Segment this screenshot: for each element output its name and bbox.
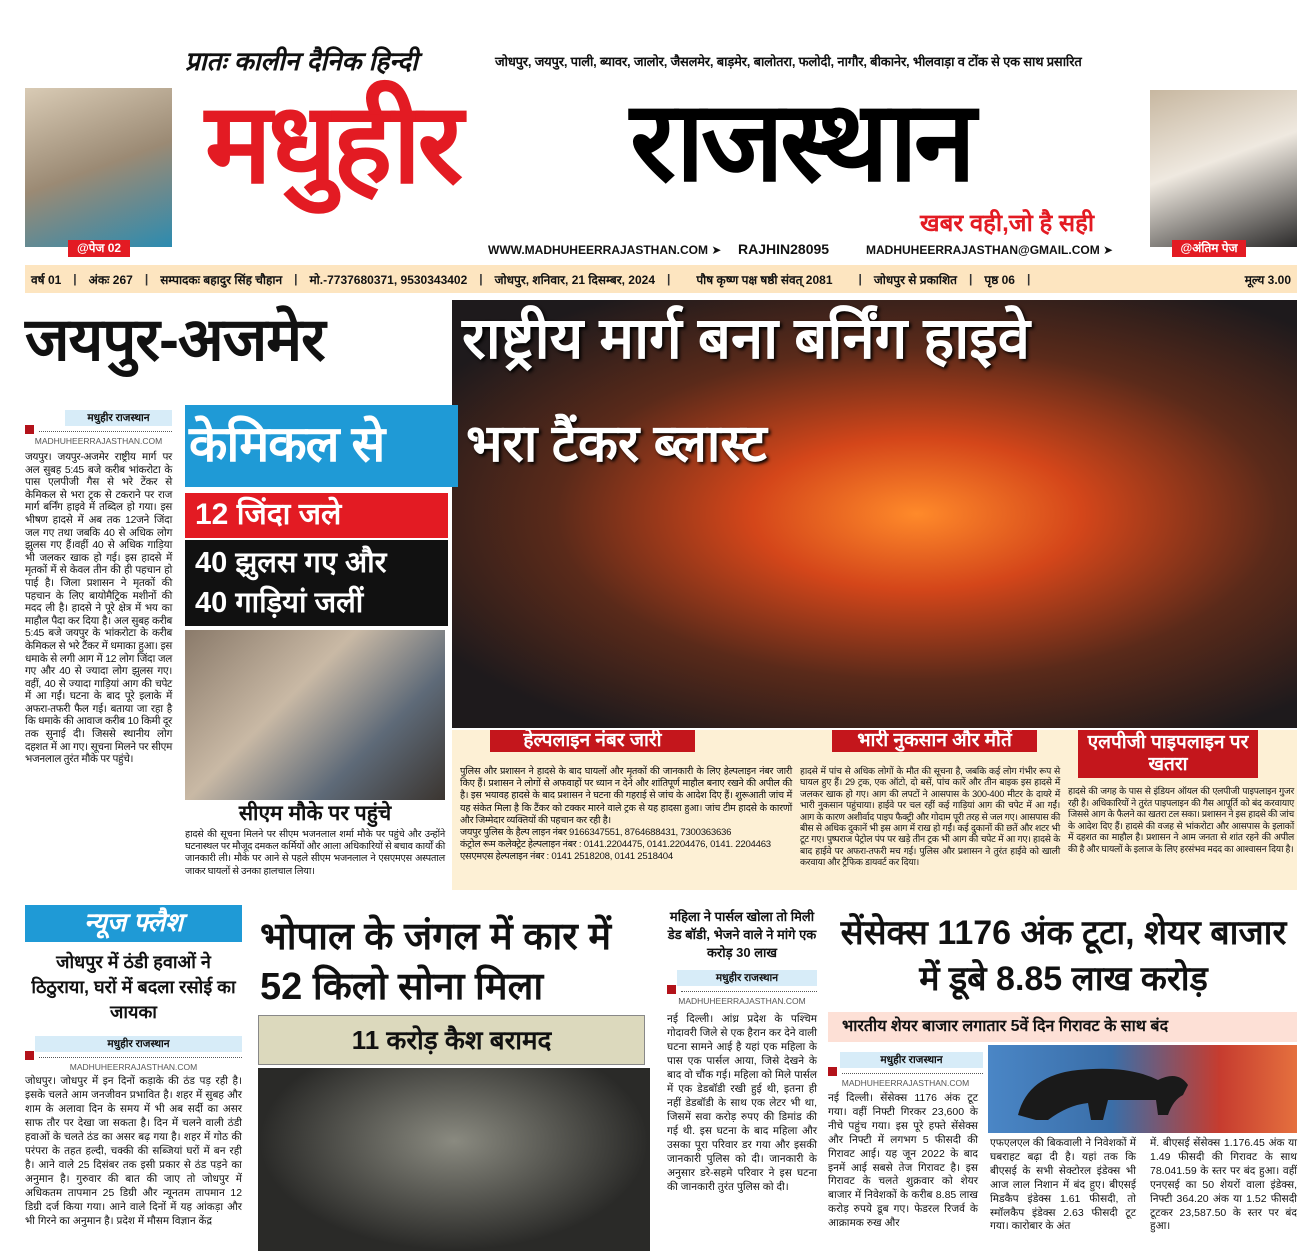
byline-url[interactable]: MADHUHEERRAJASTHAN.COM — [34, 436, 163, 446]
byline-url[interactable]: MADHUHEERRAJASTHAN.COM — [841, 1078, 970, 1088]
helpline-line: जयपुर पुलिस के हैल्प लाइन नंबर 9166347551, 8764688431, 7300363636 — [460, 827, 732, 839]
logo-madhuheer: मधुहीर — [205, 81, 460, 206]
byline — [828, 1052, 983, 1088]
red-box: 12 जिंदा जले — [185, 493, 448, 538]
pipeline-heading: एलपीजी पाइपलाइन पर खतरा — [1078, 730, 1258, 778]
left-masthead-photo[interactable] — [25, 88, 172, 247]
headline-right: राष्ट्रीय मार्ग बना बर्निंग हाइवे — [462, 306, 1030, 371]
bear-market-image[interactable] — [988, 1045, 1297, 1133]
helpline-text: पुलिस और प्रशासन ने हादसे के बाद घायलों और मृतकों की जानकारी के लिए हेल्पलाइन नंबर जारी किए हैं। प्रशासन ने लोगों से अफवाहों पर ध्यान न देने और शांतिपूर्ण माहौल बनाए रखने की अपील की है। इस भयावह हादसे के बाद प्रशासन ने घटना की गहराई से जांच के आदेश दिए हैं। शुरूआती जांच में यह संकेत मिला है कि टैंकर को टक्कर मारने वाले ट्रक से यह हादसा हुआ। जांच टीम हादसे के कारणों और जिम्मेदार व्यक्तियों की पहचान कर रही है। — [460, 766, 792, 826]
lead-body: जयपुर। जयपुर-अजमेर राष्ट्रीय मार्ग पर अल सुबह 5:45 बजे करीब भांकरोटा के पास एलपीजी गैस से भरे टेंकर से केमिकल से भरा ट्रक से टकराने पर राज मार्ग बर्निंग हाइवे में तब्दिल हो गया। इस भीषण हादसे में अब तक 12जने जिंदा जल गए तथा जबकि 40 से अधिक लोग झुलस गए हैं।वहीं 40 से अधिक गाड़िया भी जलकर खाक हो गई। इस हादसे में मृतकों में से केवल तीन की ही पहचान हो पाई है। जिला प्रशासन ने मृतकों की पहचान के लिए बायोमैट्रिक मशीनों की मदद ली है। हादसे ने पूरे क्षेत्र में भय का माहौल पैदा कर दिया है। अल सुबह करीब 5:45 बजे जयपुर के भांकरोटा के करीब केमिकल से भरे टैंकर में धमाका हुआ। इस धमाके से लगी आग में 12 लोग जिंदा जल गए और 40 से ज्यादा लोग झुलस गए। वहीं, 40 से ज्यादा गाड़ियां आग की चपेट में आ गईं। घटना के बाद पूरे इलाके में अफरा-तफरी फैल गई। बताया जा रहा है कि धमाके की आवाज करीब 10 किमी दूर तक सुनाई दी। जिससे स्थानीय लोग दहशत में आ गए। सूचना मिलने पर सीएम भजनलाल तुरंत मौके पर पहुंचे। — [25, 452, 172, 766]
date: जोधपुर, शनिवार, 21 दिसम्बर, 2024 — [494, 272, 655, 287]
sensex-subhead: भारतीय शेयर बाजार लगातार 5वें दिन गिरावट के साथ बंद — [828, 1012, 1297, 1042]
email-link[interactable] — [866, 243, 1113, 257]
email-text[interactable]: MADHUHEERRAJASTHAN@GMAIL.COM — [866, 243, 1100, 257]
subhead-blue: केमिकल से — [185, 405, 458, 487]
right-masthead-photo[interactable] — [1150, 90, 1297, 247]
logo-rajasthan: राजस्थान — [630, 79, 972, 204]
samvat: पौष कृष्ण पक्ष षष्ठी संवत् 2081 — [696, 272, 833, 287]
damage-heading: भारी नुकसान और मौतें — [832, 730, 1037, 752]
cm-visit-photo[interactable] — [185, 630, 445, 800]
published-from: जोधपुर से प्रकाशित — [873, 272, 958, 287]
byline-name: मधुहीर राजस्थान — [35, 1036, 242, 1052]
motto: खबर वही,जो है सही — [920, 210, 1095, 237]
sensex-body-3: में. बीएसई सेंसेक्स 1.176.45 अंक या 1.49 फीसदी की गिरावट के साथ 78.041.59 के स्तर पर बंद हुआ। वहीं एनएसई का 50 शेयरों वाला इंडेक्स, निफ्टी 364.20 अंक या 1.52 फीसदी टूटकर 23,587.50 के स्तर पर बंद हुआ। — [1150, 1137, 1297, 1233]
cm-body: हादसे की सूचना मिलने पर सीएम भजनलाल शर्मा मौके पर पहुंचे और उन्होंने घटनास्थल पर मौजूद दमकल कर्मियों और आला अधिकारियों से बचाव कार्यों की जानकारी ली। मौके पर आने से पहले सीएम भजनलाल ने एसएमएस अस्पताल जाकर घायलों से उनका हालचाल लिया। — [185, 829, 445, 877]
byline-url[interactable]: MADHUHEERRAJASTHAN.COM — [678, 996, 806, 1006]
byline-marker — [828, 1067, 837, 1076]
byline-name: मधुहीर राजस्थान — [65, 410, 172, 426]
last-page-badge[interactable]: @अंतिम पेज — [1172, 240, 1246, 257]
website-text[interactable]: WWW.MADHUHEERRAJASTHAN.COM — [488, 243, 708, 257]
byline-marker — [25, 1051, 34, 1060]
byline-name: मधुहीर राजस्थान — [677, 970, 817, 986]
sensex-body-2: एफएलएल की बिकवाली ने निवेशकों में घबराहट बढ़ा दी है। यहां तक कि बीएसई के सभी सेक्टोरल इंडेक्स भी आज लाल निशान में बंद हुए। बीएसई मिडकैप इंडेक्स 1.61 फीसदी, तो स्मॉलकैप इंडेक्स 2.63 फीसदी टूट गया। कारोबार के अंत — [990, 1137, 1136, 1233]
helpline-line: एसएमएस हेल्पलाइन नंबर : 0141 2518208, 0141 2518404 — [460, 851, 673, 863]
parcel-headline: महिला ने पार्सल खोला तो मिली डेड बॉडी, भेजने वाले ने मांगे एक करोड़ 30 लाख — [667, 909, 817, 960]
bhopal-subhead: 11 करोड़ कैश बरामद — [258, 1015, 645, 1065]
black-box — [185, 540, 448, 626]
phone: मो.-7737680371, 9530343402 — [309, 272, 468, 287]
pipeline-body: हादसे की जगह के पास से इंडियन ऑयल की एलपीजी पाइपलाइन गुजर रही है। अधिकारियों ने तुरंत पाइपलाइन की गैस आपूर्ति को बंद करवायाए जिससे आग के फैलने का खतरा टल सका। प्रशासन ने इस हादसे की जांच के आदेश दिए हैं। हादसे की वजह से भांकरोटा और आसपास के इलाकों में दहशत का माहौल है। प्रशासन ने आम जनता से शांत रहने की अपील की है और घायलों के इलाज के लिए हरसंभव मदद का आश्वासन दिया है। — [1068, 786, 1294, 854]
reg-number: RAJHIN28095 — [738, 241, 830, 257]
bhopal-photo[interactable] — [258, 1068, 650, 1251]
byline-marker — [25, 425, 34, 434]
page-number: पृष्ठ 06 — [984, 272, 1015, 287]
helpline-line: कंट्रोल रूम कलेक्ट्रेट हेल्पलाइन नंबर : 0141.2204475, 0141.2204476, 0141. 2204463 — [460, 839, 771, 851]
byline-url[interactable]: MADHUHEERRAJASTHAN.COM — [69, 1062, 198, 1072]
byline — [25, 1036, 242, 1072]
bhopal-headline: भोपाल के जंगल में कार में 52 किलो सोना मिला — [260, 916, 612, 1008]
flash-headline: जोधपुर में ठंडी हवाओं ने ठिठुराया, घरों में बदला रसोई का जायका — [31, 952, 236, 1022]
black-box-line-1: 40 झुलस गए और — [195, 547, 387, 579]
cursor-icon: ➤ — [711, 243, 722, 257]
byline — [25, 410, 172, 446]
helpline-heading: हेल्पलाइन नंबर जारी — [490, 730, 695, 752]
byline-marker — [667, 985, 676, 994]
website-link[interactable] — [488, 243, 721, 257]
byline-name: मधुहीर राजस्थान — [840, 1052, 983, 1068]
cursor-icon: ➤ — [1103, 243, 1114, 257]
issue: अंकः 267 — [88, 272, 133, 287]
editor: सम्पादकः बहादुर सिंह चौहान — [160, 272, 283, 287]
tagline: प्रातः कालीन दैनिक हिन्दी — [185, 46, 418, 76]
news-flash-label: न्यूज फ्लैश — [25, 905, 242, 942]
sensex-body-1: नई दिल्ली। सेंसेक्स 1176 अंक टूट गया। वहीं निफ्टी गिरकर 23,600 के नीचे पहुंच गया। इस पूरे हफ्ते सेंसेक्स और निफ्टी में लगभग 5 फीसदी की गिरावट आई। यह जून 2022 के बाद इनमें आई सबसे तेज गिरावट है। इस गिरावट के चलते शुक्रवार को शेयर बाजार में निवेशकों के करीब 8.85 लाख करोड़ रुपये डूब गए। फेडरल रिजर्व के आक्रामक रुख और — [828, 1092, 978, 1230]
sensex-headline: सेंसेक्स 1176 अंक टूटा, शेयर बाजार में डूबे 8.85 लाख करोड़ — [840, 914, 1287, 998]
page-02-badge[interactable]: @पेज 02 — [68, 240, 130, 257]
flash-body: जोधपुर। जोधपुर में इन दिनों कड़ाके की ठंड पड़ रही है। इसके चलते आम जनजीवन प्रभावित है। शहर में सुबह और शाम के अलावा दिन के समय में भी अब सर्दी का असर साफ तौर पर देखा जा सकता है। दिन में चलने वाली ठंडी हवाओं के चलते ठंड का असर बढ़ गया है। शहर में गोठ की परंपरा के तहत हल्दी, चक्की की सब्जियां घरों में बन रही है। आने वाले 25 दिसंबर तक इसी प्रकार से ठंड पड़ने का अनुमान है। गुरुवार की बात की जाए तो जोधपुर में अधिकतम तापमान 25 डिग्री और न्यूनतम तापमान 12 डिग्री दर्ज किया गया। आने वाले दिनों में यह आंकड़ा और भी गिरने का अनुमान है। प्रदेश में मौसम विज्ञान केंद्र — [25, 1076, 242, 1227]
subhead-white: भरा टैंकर ब्लास्ट — [466, 415, 767, 473]
bear-icon — [988, 1045, 1297, 1133]
year: वर्ष 01 — [31, 272, 62, 287]
info-bar: वर्ष 01 | अंकः 267 | सम्पादकः बहादुर सिंह चौहान | मो.-7737680371, 9530343402 | जोधपुर, शनिवार, 21 दिसम्बर, 2024 | पौष कृष्ण पक्ष षष्ठी संवत् 2081 | जोधपुर से प्रकाशित | पृष्ठ 06 | मूल्य 3.00 — [25, 265, 1297, 293]
damage-body: हादसे में पांच से अधिक लोगों के मौत की सूचना है, जबकि कई लोग गंभीर रूप से घायल हुए हैं। 29 ट्रक, एक ऑटो, दो बसें, पांच कारें और तीन बाइक इस हादसे में जलकर खाक हो गए। आग की लपटों ने आसपास के 300-400 मीटर के दायरे में भारी नुकसान पहुंचाया। हाईवे पर चल रहीं कई गाड़ियां आग की चपेट में आ गईं। आग के कारण अशीर्वाद पाइप फैक्ट्री और गोदाम पूरी तरह से जल गए। आसपास की बीस से अधिक दुकानें भी इस आग में राख हो गईं। कई दुकानों की छतें और शटर भी टूट गए। पुष्पराज पेट्रोल पंप पर खड़े तीन ट्रक भी आग की चपेट में आ गए। हादसे के बाद हाईवे पर अफरा-तफरी मच गई। पुलिस और प्रशासन ने तुरंत हाईवे को खाली करवाया और ट्रैफिक डायवर्ट कर दिया। — [800, 766, 1060, 868]
price: मूल्य 3.00 — [1244, 272, 1291, 287]
byline — [667, 970, 817, 1006]
cities-line: जोधपुर, जयपुर, पाली, ब्यावर, जालोर, जैसलमेर, बाड़मेर, बालोतरा, फलोदी, नागौर, बीकानेर, भीलवाड़ा व टोंक से एक साथ प्रसारित — [495, 54, 1082, 69]
parcel-body: नई दिल्ली। आंध्र प्रदेश के पश्चिम गोदावरी जिले से एक हैरान कर देने वाली घटना सामने आई है यहां एक महिला के पास एक पार्सल आया, जिसे देखने के बाद वो चौंक गई। महिला को मिले पार्सल में एक डेडबॉडी रखी हुई थी, इतना ही नहीं डेडबॉडी के साथ एक लेटर भी था, जिसमें सवा करोड़ रुपए की डिमांड की गई थी. इस घटना के बाद महिला और उसका पूरा परिवार डर गया और इसकी जानकारी पुलिस को दी। जानकारी के अनुसार डरे-सहमे परिवार ने इस घटना की जानकारी तुरंत पुलिस को दी। — [667, 1013, 817, 1193]
black-box-line-2: 40 गाड़ियां जलीं — [195, 587, 364, 619]
helpline-body — [460, 766, 792, 864]
cm-heading: सीएम मौके पर पहुंचे — [238, 802, 392, 825]
headline-left: जयपुर-अजमेर — [25, 306, 325, 373]
